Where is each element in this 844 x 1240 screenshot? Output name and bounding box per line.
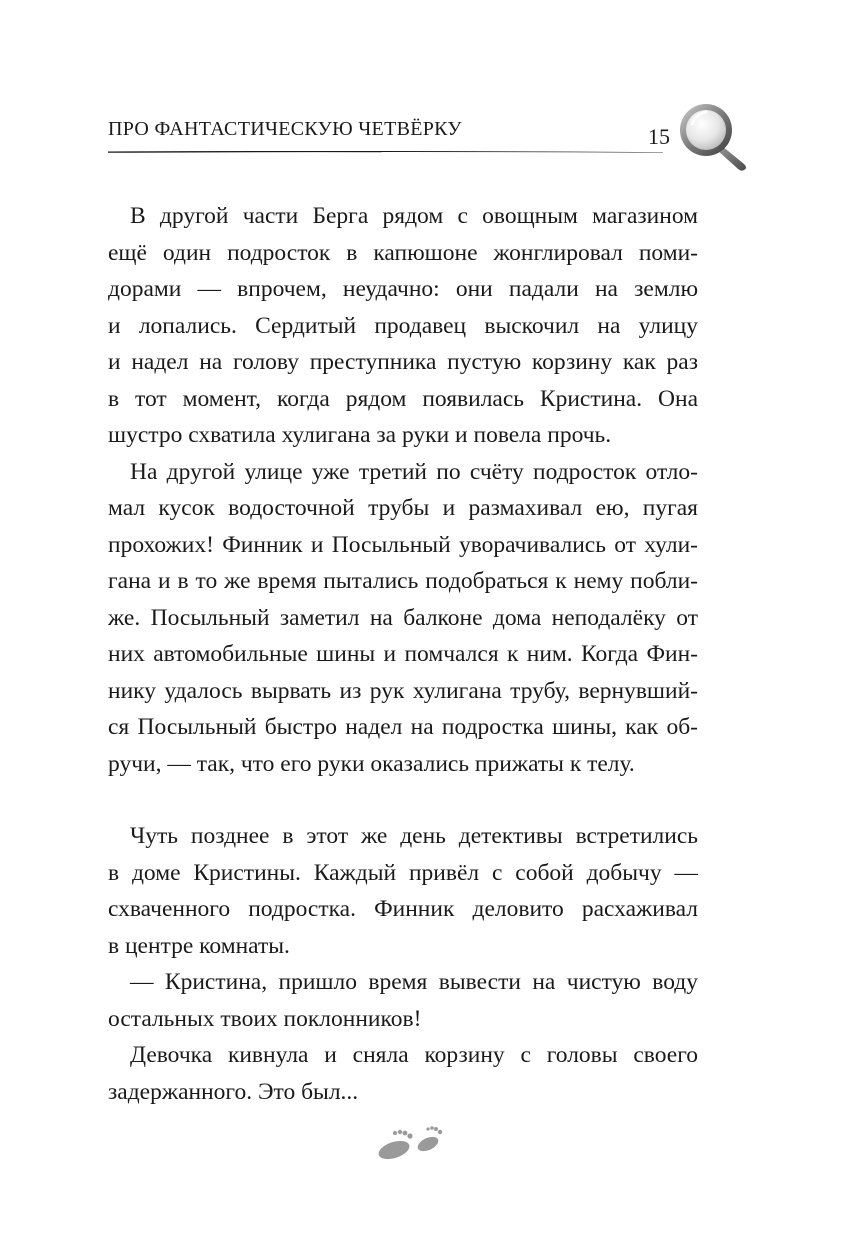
text-line: и лопались. Сердитый продавец выскочил на улицу [108,312,698,339]
paragraph-3 [108,818,698,964]
text-line: схваченного подростка. Финник деловито расхаживал [108,896,698,922]
running-title: ПРО ФАНТАСТИЧЕСКУЮ ЧЕТВЁРКУ [108,118,462,140]
text-line: гана и в то же время пытались подобраться к нему побли- [108,568,698,594]
running-header [108,112,678,156]
text-line: шустро схватила хулигана за руки и повела прочь. [108,422,612,448]
footprints-icon [370,1118,450,1166]
paragraph-5 [108,1037,698,1110]
text-line: нику удалось вырвать из рук хулигана трубу, вернувший- [108,677,698,704]
text-line: Девочка кивнула и сняла корзину с головы своего [130,1042,698,1068]
paragraph-4 [108,964,698,1037]
paragraph-1 [108,198,698,454]
text-line: — Кристина, пришло время вывести на чистую воду [130,969,698,995]
header-rule [108,150,663,153]
text-line: в центре комнаты. [108,932,290,959]
text-line: задержанного. Это был... [108,1078,359,1105]
text-line: дорами — впрочем, неудачно: они падали на землю [108,276,698,302]
body-text [108,198,698,1110]
text-line: На другой улице уже третий по счёту подросток отло- [130,458,698,485]
section-break [108,782,698,818]
text-line: Чуть позднее в этот же день детективы встретились [130,823,698,849]
text-line: и надел на голову преступника пустую корзину как раз [108,349,698,375]
text-line: мал кусок водосточной трубы и размахивал ею, пугая [108,495,698,521]
text-line: в доме Кристины. Каждый привёл с собой добычу — [108,859,698,886]
text-line: ещё один подросток в капюшоне жонглировал поми- [108,239,698,266]
text-line: прохожих! Финник и Посыльный уворачивались от хули- [108,531,698,558]
text-line: В другой части Берга рядом с овощным магазином [130,203,698,229]
text-line: них автомобильные шины и помчался к ним. Когда Фин- [108,641,698,667]
text-line: остальных твоих поклонников! [108,1005,422,1032]
paragraph-2 [108,454,698,783]
text-line: же. Посыльный заметил на балконе дома неподалёку от [108,604,698,631]
page-number: 15 [648,124,670,149]
text-line: ся Посыльный быстро надел на подростка шины, как об- [108,714,698,740]
text-line: в тот момент, когда рядом появилась Кристина. Она [108,385,698,412]
text-line: ручи, — так, что его руки оказались прижаты к телу. [108,750,635,777]
magnifying-glass-icon [674,100,754,172]
